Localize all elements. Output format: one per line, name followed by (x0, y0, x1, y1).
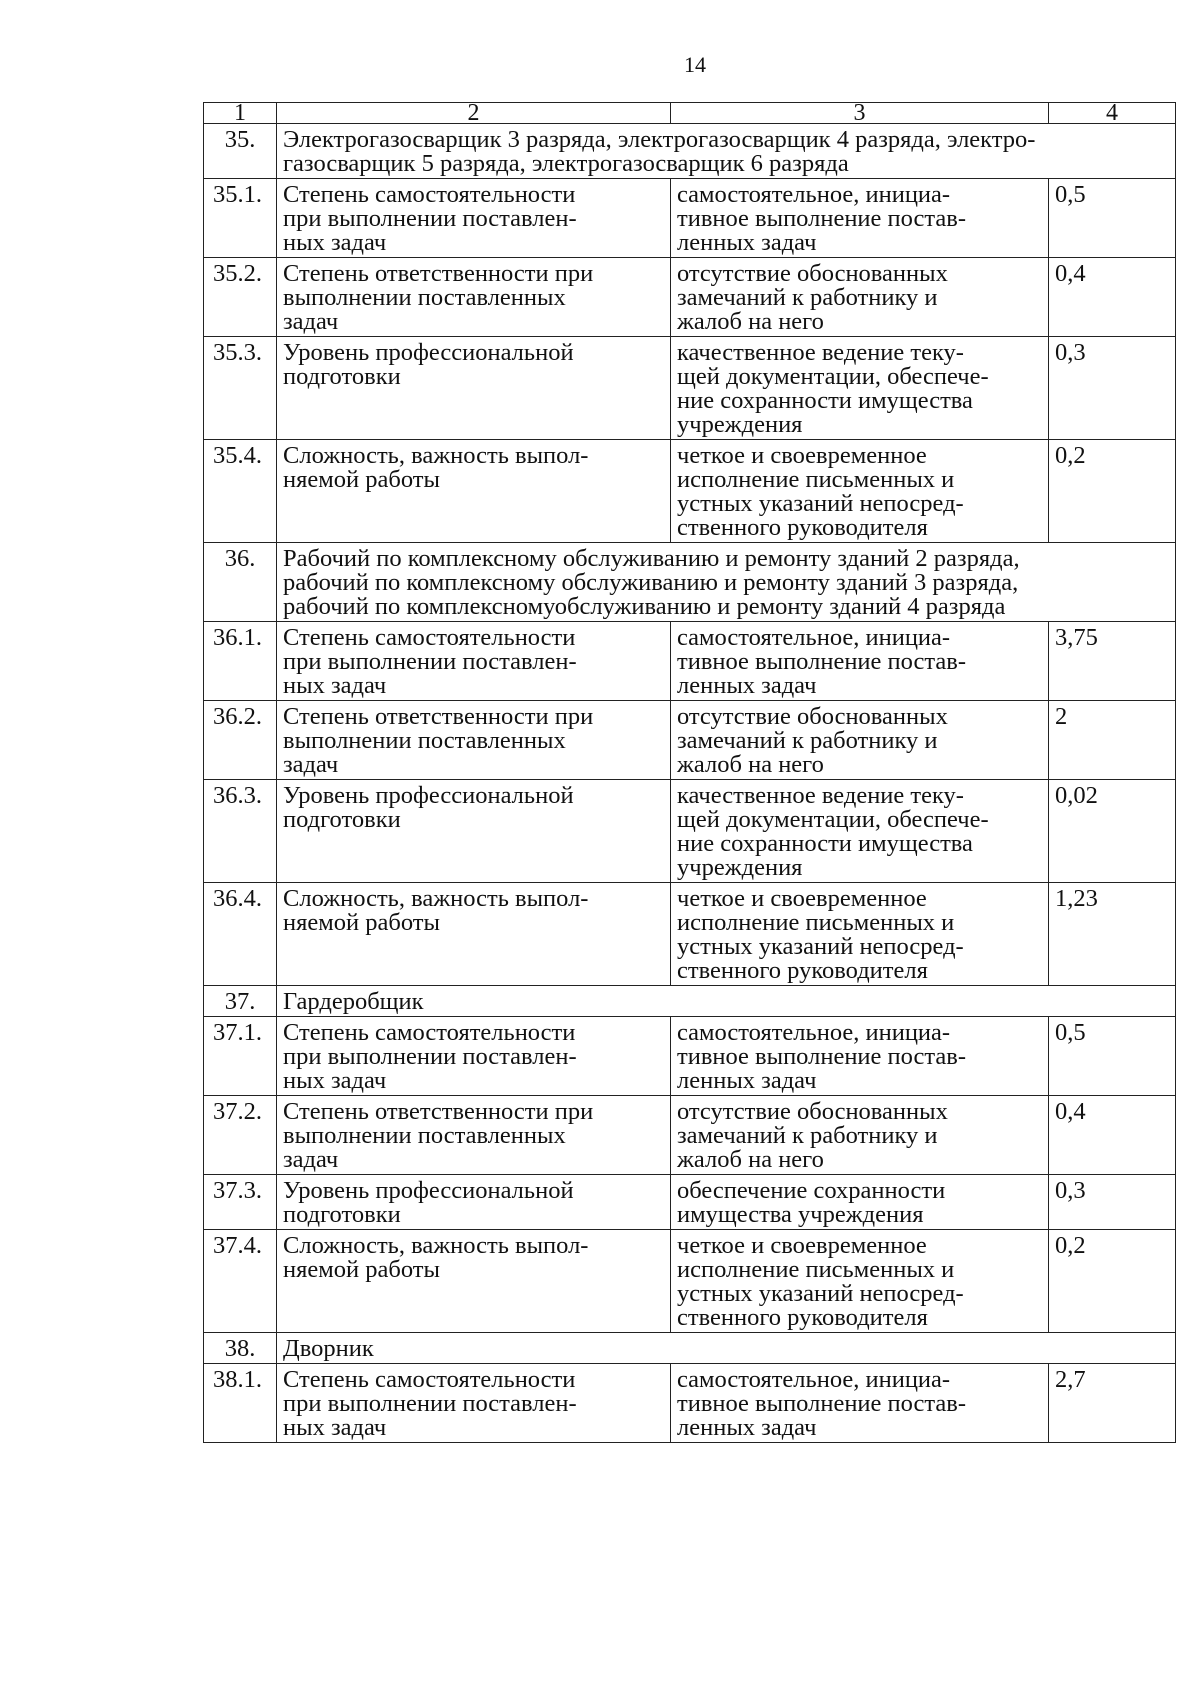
value-cell: 1,23 (1049, 883, 1176, 986)
header-cell-1: 1 (204, 103, 277, 124)
table-row (204, 1364, 1176, 1443)
row-number: 35.4. (204, 440, 277, 543)
group-number: 37. (204, 986, 277, 1017)
criterion-cell: Степень самостоятельности при выполнении поставлен- ных задач (277, 1364, 671, 1443)
criterion-cell: Степень самостоятельности при выполнении поставлен- ных задач (277, 622, 671, 701)
group-number: 38. (204, 1333, 277, 1364)
group-row (204, 986, 1176, 1017)
table-row (204, 883, 1176, 986)
criterion-cell: Уровень профессиональной подготовки (277, 1175, 671, 1230)
criterion-cell: Степень самостоятельности при выполнении поставлен- ных задач (277, 179, 671, 258)
group-title: Гардеробщик (277, 986, 1176, 1017)
value-cell: 0,5 (1049, 1017, 1176, 1096)
value-cell: 0,3 (1049, 337, 1176, 440)
value-cell: 2,7 (1049, 1364, 1176, 1443)
table-row (204, 780, 1176, 883)
criterion-cell: Степень ответственности при выполнении поставленных задач (277, 1096, 671, 1175)
table-row (204, 258, 1176, 337)
table-row (204, 622, 1176, 701)
indicator-cell: отсутствие обоснованных замечаний к работнику и жалоб на него (671, 1096, 1049, 1175)
header-cell-3: 3 (671, 103, 1049, 124)
criterion-cell: Сложность, важность выпол- няемой работы (277, 1230, 671, 1333)
row-number: 37.3. (204, 1175, 277, 1230)
header-row (204, 103, 1176, 124)
value-cell: 0,02 (1049, 780, 1176, 883)
table-row (204, 337, 1176, 440)
group-row (204, 124, 1176, 179)
table-row (204, 1175, 1176, 1230)
value-cell: 0,2 (1049, 440, 1176, 543)
row-number: 38.1. (204, 1364, 277, 1443)
row-number: 36.1. (204, 622, 277, 701)
indicator-cell: четкое и своевременное исполнение письменных и устных указаний непосред- ственного руководителя (671, 1230, 1049, 1333)
indicator-cell: четкое и своевременное исполнение письменных и устных указаний непосред- ственного руководителя (671, 440, 1049, 543)
value-cell: 0,3 (1049, 1175, 1176, 1230)
value-cell: 3,75 (1049, 622, 1176, 701)
criterion-cell: Сложность, важность выпол- няемой работы (277, 883, 671, 986)
row-number: 37.4. (204, 1230, 277, 1333)
header-cell-2: 2 (277, 103, 671, 124)
indicator-cell: отсутствие обоснованных замечаний к работнику и жалоб на него (671, 258, 1049, 337)
value-cell: 0,4 (1049, 1096, 1176, 1175)
row-number: 37.1. (204, 1017, 277, 1096)
value-cell: 2 (1049, 701, 1176, 780)
table-row (204, 1017, 1176, 1096)
row-number: 36.4. (204, 883, 277, 986)
group-row (204, 543, 1176, 622)
group-title: Электрогазосварщик 3 разряда, электрогазосварщик 4 разряда, электро- газосварщик 5 разряда, электрогазосварщик 6 разряда (277, 124, 1176, 179)
criterion-cell: Степень самостоятельности при выполнении поставлен- ных задач (277, 1017, 671, 1096)
indicator-cell: четкое и своевременное исполнение письменных и устных указаний непосред- ственного руководителя (671, 883, 1049, 986)
indicator-cell: самостоятельное, инициа- тивное выполнение постав- ленных задач (671, 1364, 1049, 1443)
page-number: 14 (684, 52, 706, 77)
table-row (204, 179, 1176, 258)
indicator-cell: обеспечение сохранности имущества учреждения (671, 1175, 1049, 1230)
group-title: Рабочий по комплексному обслуживанию и ремонту зданий 2 разряда, рабочий по комплексному обслуживанию и ремонту зданий 3 разряда, рабочий по комплексномуобслуживанию и ремонту зданий 4 разряда (277, 543, 1176, 622)
row-number: 35.1. (204, 179, 277, 258)
indicator-cell: качественное ведение теку- щей документации, обеспече- ние сохранности имущества учреждения (671, 780, 1049, 883)
row-number: 37.2. (204, 1096, 277, 1175)
row-number: 35.2. (204, 258, 277, 337)
criteria-table-body (204, 100, 1176, 1443)
criterion-cell: Сложность, важность выпол- няемой работы (277, 440, 671, 543)
criterion-cell: Уровень профессиональной подготовки (277, 337, 671, 440)
group-title: Дворник (277, 1333, 1176, 1364)
row-number: 36.3. (204, 780, 277, 883)
table-row (204, 1096, 1176, 1175)
criterion-cell: Степень ответственности при выполнении поставленных задач (277, 701, 671, 780)
row-number: 35.3. (204, 337, 277, 440)
indicator-cell: отсутствие обоснованных замечаний к работнику и жалоб на него (671, 701, 1049, 780)
indicator-cell: качественное ведение теку- щей документации, обеспече- ние сохранности имущества учреждения (671, 337, 1049, 440)
group-number: 35. (204, 124, 277, 179)
value-cell: 0,2 (1049, 1230, 1176, 1333)
table-row (204, 440, 1176, 543)
table-row (204, 1230, 1176, 1333)
criterion-cell: Уровень профессиональной подготовки (277, 780, 671, 883)
indicator-cell: самостоятельное, инициа- тивное выполнение постав- ленных задач (671, 1017, 1049, 1096)
group-number: 36. (204, 543, 277, 622)
criterion-cell: Степень ответственности при выполнении поставленных задач (277, 258, 671, 337)
group-row (204, 1333, 1176, 1364)
value-cell: 0,5 (1049, 179, 1176, 258)
table-row (204, 701, 1176, 780)
indicator-cell: самостоятельное, инициа- тивное выполнение постав- ленных задач (671, 179, 1049, 258)
indicator-cell: самостоятельное, инициа- тивное выполнение постав- ленных задач (671, 622, 1049, 701)
row-number: 36.2. (204, 701, 277, 780)
header-cell-4: 4 (1049, 103, 1176, 124)
value-cell: 0,4 (1049, 258, 1176, 337)
criteria-table (203, 102, 1176, 1443)
